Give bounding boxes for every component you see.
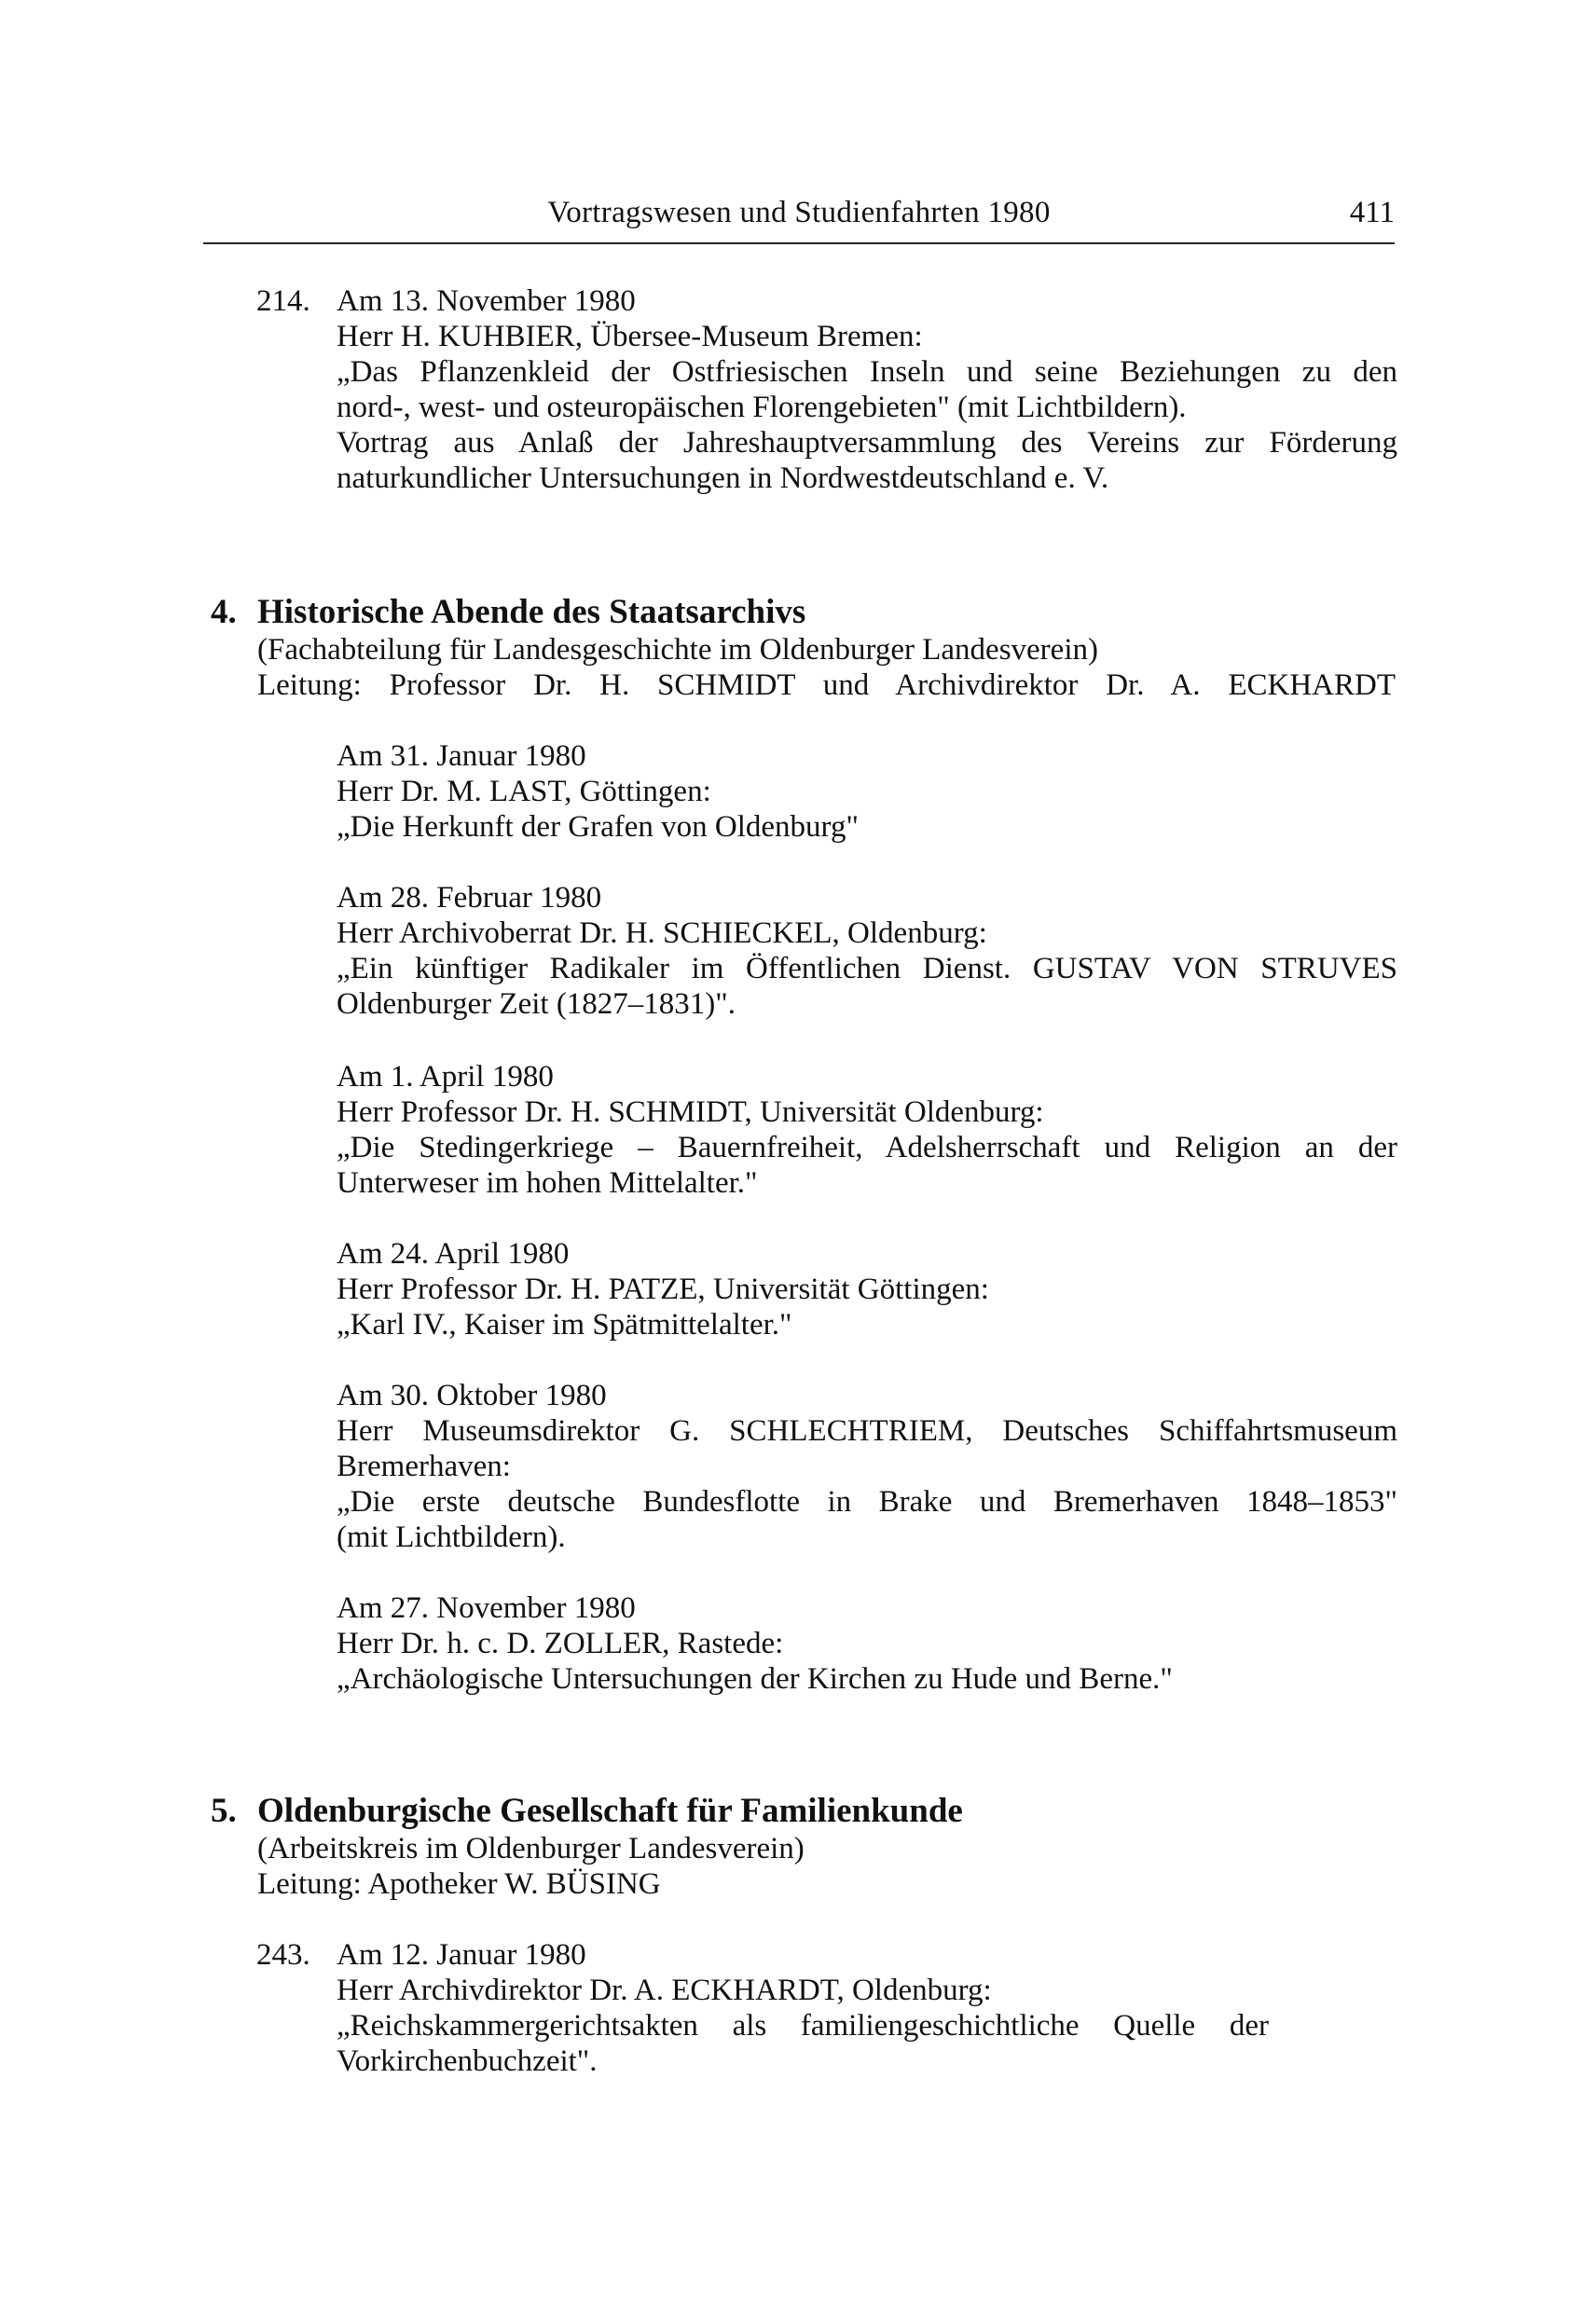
event-speaker: Herr Museumsdirektor G. SCHLECHTRIEM, Deutsches Schiffahrtsmuseum [337, 1414, 1397, 1448]
entry-text: Vorkirchenbuchzeit". [337, 2044, 598, 2078]
entry-text: nord-, west- und osteuropäischen Florengebieten" (mit Lichtbildern). [337, 391, 1187, 424]
section-subtitle: (Arbeitskreis im Oldenburger Landesverein) [257, 1832, 805, 1865]
event-speaker: Herr Dr. M. LAST, Göttingen: [337, 775, 711, 808]
entry-speaker: Herr H. KUHBIER, Übersee-Museum Bremen: [337, 320, 923, 353]
entry-speaker: Herr Archivdirektor Dr. A. ECKHARDT, Oldenburg: [337, 1974, 992, 2007]
event-title: „Archäologische Untersuchungen der Kirchen zu Hude und Berne." [337, 1662, 1173, 1696]
event-title: „Die Stedingerkriege – Bauernfreiheit, Adelsherrschaft und Religion an der [337, 1131, 1397, 1164]
entry-text: „Das Pflanzenkleid der Ostfriesischen Inseln und seine Beziehungen zu den [337, 355, 1397, 389]
section-leitung: Leitung: Professor Dr. H. SCHMIDT und Archivdirektor Dr. A. ECKHARDT [257, 668, 1396, 702]
event-title: (mit Lichtbildern). [337, 1521, 566, 1554]
entry-date: Am 12. Januar 1980 [337, 1938, 586, 1972]
entry-text: naturkundlicher Untersuchungen in Nordwestdeutschland e. V. [337, 461, 1109, 495]
entry-number: 214. [256, 284, 310, 318]
entry-text: „Reichskammergerichtsakten als familiengeschichtliche Quelle der [337, 2009, 1269, 2043]
page-number: 411 [1349, 196, 1395, 229]
section-subtitle: (Fachabteilung für Landesgeschichte im Oldenburger Landesverein) [257, 633, 1098, 667]
event-date: Am 27. November 1980 [337, 1591, 636, 1625]
event-speaker: Herr Professor Dr. H. PATZE, Universität Göttingen: [337, 1273, 989, 1306]
event-title: „Karl IV., Kaiser im Spätmittelalter." [337, 1308, 792, 1342]
event-speaker: Herr Archivoberrat Dr. H. SCHIECKEL, Oldenburg: [337, 916, 987, 950]
entry-date: Am 13. November 1980 [337, 284, 636, 318]
event-date: Am 1. April 1980 [337, 1060, 554, 1094]
event-speaker: Herr Professor Dr. H. SCHMIDT, Universität Oldenburg: [337, 1095, 1044, 1129]
section-leitung: Leitung: Apotheker W. BÜSING [257, 1867, 661, 1901]
event-title: Unterweser im hohen Mittelalter." [337, 1166, 758, 1200]
entry-number: 243. [256, 1938, 310, 1972]
event-date: Am 31. Januar 1980 [337, 739, 586, 773]
event-title: Oldenburger Zeit (1827–1831)". [337, 987, 736, 1021]
section-number: 5. [211, 1792, 237, 1830]
running-title: Vortragswesen und Studienfahrten 1980 [547, 196, 1051, 229]
event-date: Am 28. Februar 1980 [337, 881, 602, 915]
event-date: Am 30. Oktober 1980 [337, 1379, 607, 1412]
event-title: „Die erste deutsche Bundesflotte in Brake und Bremerhaven 1848–1853" [337, 1485, 1397, 1519]
event-speaker: Bremerhaven: [337, 1450, 511, 1483]
running-header [203, 190, 1395, 244]
section-number: 4. [211, 593, 237, 631]
event-date: Am 24. April 1980 [337, 1237, 570, 1271]
event-speaker: Herr Dr. h. c. D. ZOLLER, Rastede: [337, 1627, 784, 1660]
event-title: „Die Herkunft der Grafen von Oldenburg" [337, 810, 859, 844]
section-title: Oldenburgische Gesellschaft für Familienkunde [257, 1792, 963, 1830]
section-title: Historische Abende des Staatsarchivs [257, 593, 806, 631]
entry-text: Vortrag aus Anlaß der Jahreshauptversammlung des Vereins zur Förderung [337, 426, 1397, 460]
event-title: „Ein künftiger Radikaler im Öffentlichen Dienst. GUSTAV VON STRUVES [337, 952, 1397, 985]
